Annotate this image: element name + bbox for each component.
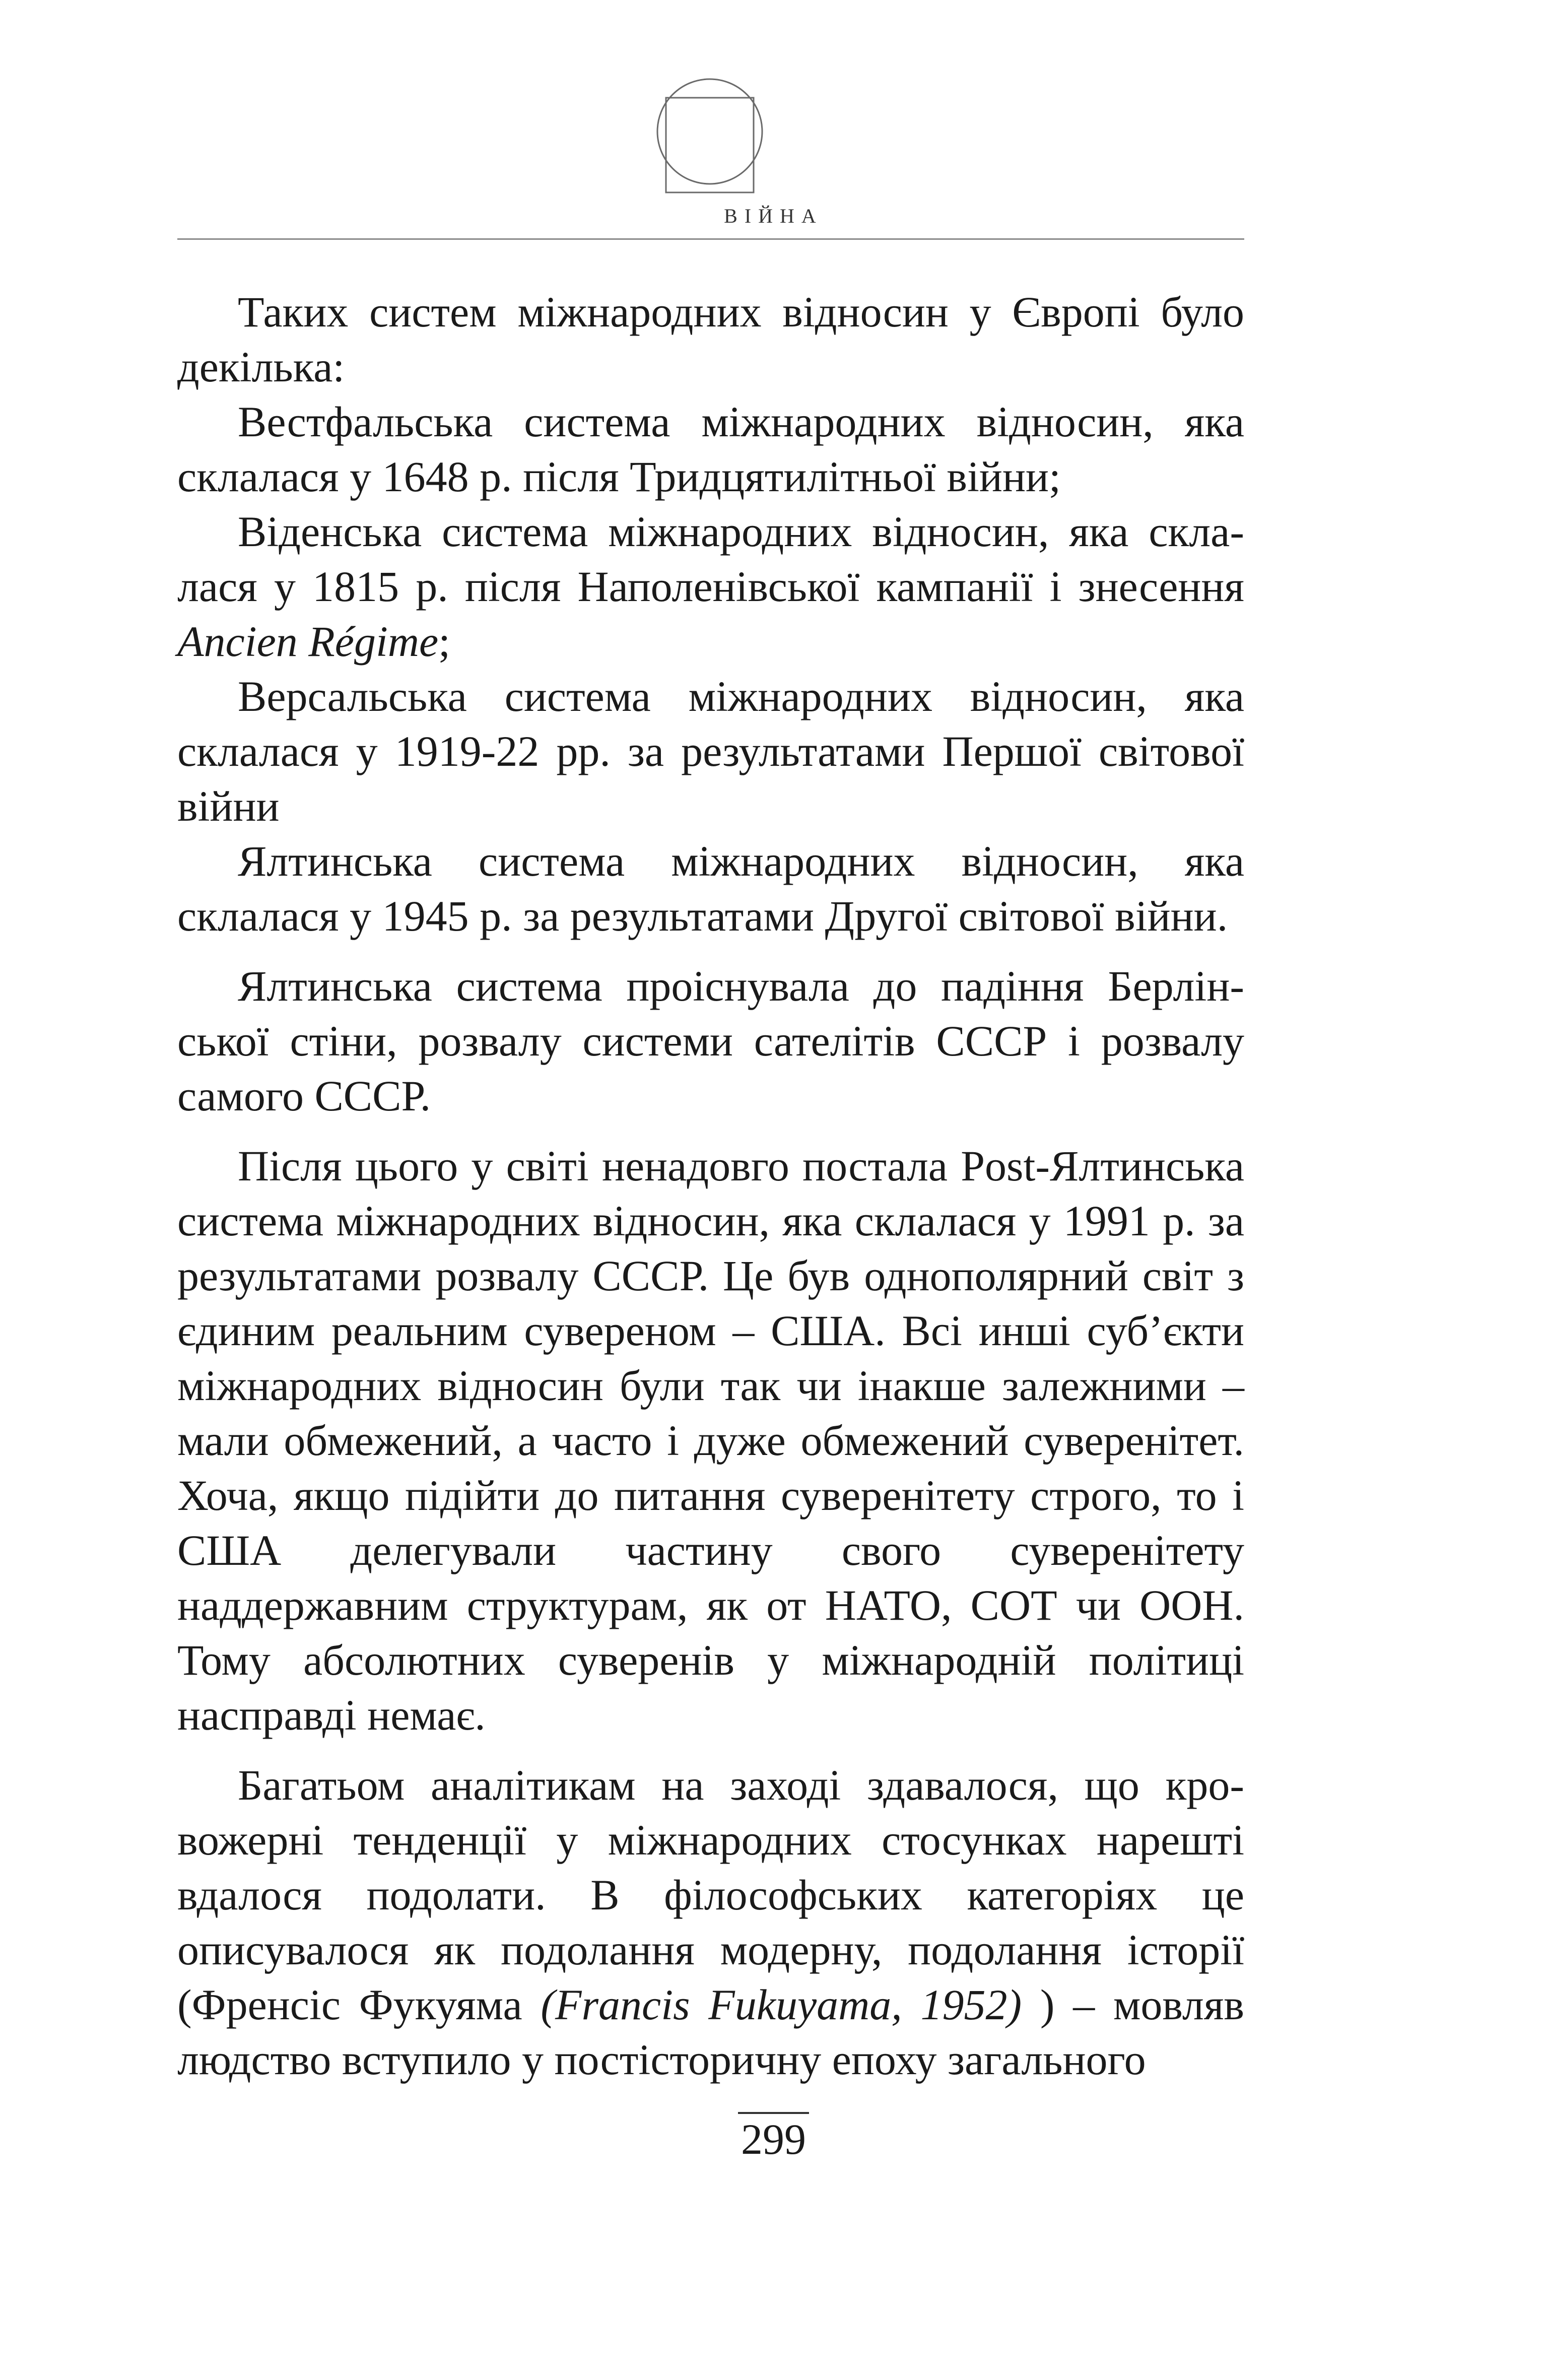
paragraph-text: Ялтинська система міжнародних відносин, яка склалася у 1945 р. за результатами Другої світової війни. — [177, 837, 1244, 940]
paragraph — [177, 669, 1244, 834]
paragraph-text: ; — [438, 617, 451, 666]
paragraph-text: Після цього у світі ненадовго постала Post-Ялтинська система міжнародних відносин, яка склалася у 1991 р. за результатами розвалу СССР. Це був однополярний світ з єдиним реальним сувереном – США. Всі инші суб’єкти міжнародних відносин були так чи інакше залежними – мали обмежений, а часто і дуже обмежений суверенітет. Хоча, якщо підійти до питання суверенітету строго, то і США делегували частину свого суверенітету наддержавним структурам, як от НАТО, СОТ чи ООН. Тому абсолютних суверенів у міжнародній політиці насправді немає. — [177, 1142, 1244, 1739]
italic-term: Ancien Régime — [177, 617, 439, 666]
header-rule — [177, 238, 1244, 240]
paragraph — [177, 394, 1244, 504]
paragraph-text: Версальська система міжнародних відносин, яка склалася у 1919-22 рр. за результатами Першої світової війни — [177, 672, 1244, 830]
circle-square-emblem-icon — [654, 76, 766, 196]
paragraph-text: Багатьом аналітикам на заході здавалося, що кровожерні тенденції у міжнародних стосунках нарешті вдалося подолати. В філософських категоріях це описувалося як подолання модерну, подолання історії (Френсіс Фукуяма — [177, 1761, 1244, 2029]
paragraph-text: Ялтинська система проіснувала до падіння Берлінської стіни, розвалу системи сателітів СССР і розвалу самого СССР. — [177, 962, 1244, 1120]
paragraph — [177, 959, 1244, 1123]
paragraph-text: Віденська система міжнародних відносин, яка склалася у 1815 р. після Наполенівської кампанії і знесення — [177, 507, 1244, 611]
paragraph-text: ) – мовляв людство вступило у постісторичну епоху загального — [177, 1980, 1244, 2084]
body-text — [177, 285, 1244, 2087]
paragraph — [177, 1139, 1244, 1743]
page-header — [0, 0, 1547, 247]
running-title: ВІЙНА — [724, 205, 823, 227]
paragraph — [177, 834, 1244, 944]
paragraph-text: Вестфальська система міжнародних відносин, яка склалася у 1648 р. після Тридцятилітньої війни; — [177, 398, 1244, 501]
paragraph — [177, 504, 1244, 669]
italic-citation: (Francis Fukuyama, 1952) — [541, 1980, 1022, 2029]
paragraph — [177, 1758, 1244, 2087]
page-number — [0, 2112, 1547, 2164]
page-number-text: 299 — [738, 2112, 809, 2164]
paragraph-text: Таких систем міжнародних відносин у Європі було декілька: — [177, 288, 1244, 391]
paragraph — [177, 285, 1244, 394]
